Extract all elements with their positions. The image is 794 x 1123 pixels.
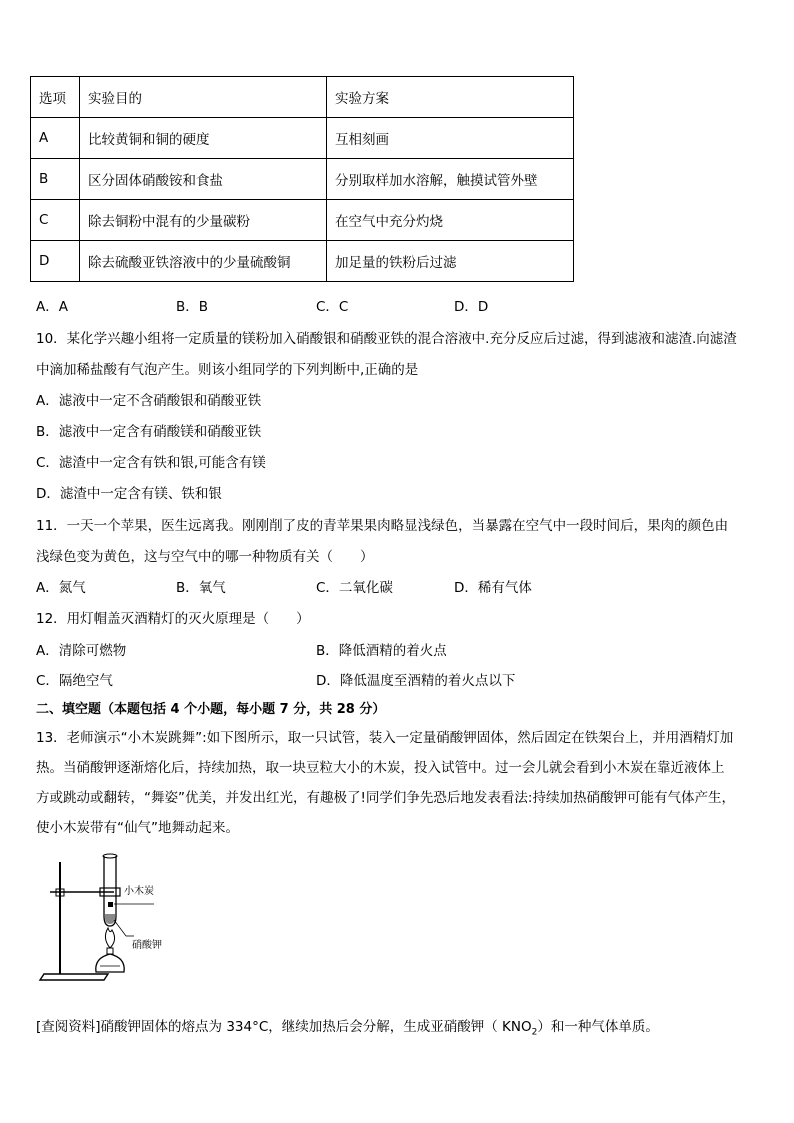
q12-option-a: A．清除可燃物 xyxy=(36,643,127,659)
table-cell: 加足量的铁粉后过滤 xyxy=(327,241,574,282)
table-cell: 互相刻画 xyxy=(327,118,574,159)
charcoal-piece xyxy=(108,902,113,907)
table-cell: D xyxy=(31,241,80,282)
q11-option-a: A．氮气 xyxy=(36,580,86,596)
table-header-cell: 实验方案 xyxy=(327,77,574,118)
flame xyxy=(105,928,114,948)
q10-stem-line2: 中滴加稀盐酸有气泡产生。则该小组同学的下列判断中,正确的是 xyxy=(36,362,419,378)
q13-line1: 13．老师演示“小木炭跳舞”:如下图所示，取一只试管，装入一定量硝酸钾固体，然后固定在铁架台上，并用酒精灯加 xyxy=(36,730,734,746)
q10-option-a: A．滤液中一定不含硝酸银和硝酸亚铁 xyxy=(36,393,262,409)
q9-option-a: A．A xyxy=(36,299,68,315)
table-cell: A xyxy=(31,118,80,159)
q13-line3: 方或跳动或翻转，“舞姿”优美，并发出红光，有趣极了!同学们争先恐后地发表看法:持续加热硝酸钾可能有气体产生， xyxy=(36,790,735,806)
table-header-cell: 选项 xyxy=(31,77,80,118)
label-charcoal: 小木炭 xyxy=(124,886,154,897)
table-cell: 除去铜粉中混有的少量碳粉 xyxy=(80,200,327,241)
apparatus-diagram xyxy=(36,852,186,987)
q10-option-d: D．滤渣中一定含有镁、铁和银 xyxy=(36,486,222,502)
q10-option-b: B．滤液中一定含有硝酸镁和硝酸亚铁 xyxy=(36,424,262,440)
q13-line4: 使小木炭带有“仙气”地舞动起来。 xyxy=(36,820,239,836)
table-row xyxy=(31,159,574,200)
stand-base xyxy=(40,974,108,980)
table-cell: B xyxy=(31,159,80,200)
alcohol-lamp xyxy=(96,954,124,972)
q12-stem: 12．用灯帽盖灭酒精灯的灭火原理是（ ） xyxy=(36,611,310,627)
table-cell: 比较黄铜和铜的硬度 xyxy=(80,118,327,159)
q11-option-c: C．二氧化碳 xyxy=(316,580,393,596)
table-cell: C xyxy=(31,200,80,241)
experiment-table xyxy=(30,76,574,282)
q10-option-c: C．滤渣中一定含有铁和银,可能含有镁 xyxy=(36,455,266,471)
q9-option-d: D．D xyxy=(454,299,489,315)
q12-option-d: D．降低温度至酒精的着火点以下 xyxy=(316,673,516,689)
table-row xyxy=(31,118,574,159)
reference-prefix: [查阅资料]硝酸钾固体的熔点为 334°C，继续加热后会分解，生成亚硝酸钾（ KNO xyxy=(36,1019,532,1035)
q13-line2: 热。当硝酸钾逐渐熔化后，持续加热，取一块豆粒大小的木炭，投入试管中。过一会儿就会看到小木炭在靠近液体上 xyxy=(36,760,725,776)
table-row xyxy=(31,241,574,282)
table-cell: 在空气中充分灼烧 xyxy=(327,200,574,241)
table-header-cell: 实验目的 xyxy=(80,77,327,118)
q11-stem-line2: 浅绿色变为黄色，这与空气中的哪一种物质有关（ ） xyxy=(36,549,374,565)
q11-option-b: B．氧气 xyxy=(176,580,226,596)
q11-stem-line1: 11．一天一个苹果，医生远离我。刚刚削了皮的青苹果果肉略显浅绿色，当暴露在空气中一段时间后，果肉的颜色由 xyxy=(36,518,729,534)
table-cell: 除去硫酸亚铁溶液中的少量硫酸铜 xyxy=(80,241,327,282)
table-row xyxy=(31,200,574,241)
reference-note xyxy=(36,1015,659,1038)
q12-option-c: C．隔绝空气 xyxy=(36,673,113,689)
reference-suffix: ）和一种气体单质。 xyxy=(537,1019,659,1035)
q10-stem-line1: 10．某化学兴趣小组将一定质量的镁粉加入硝酸银和硝酸亚铁的混合溶液中.充分反应后过滤，得到滤液和滤渣.向滤渣 xyxy=(36,331,737,347)
table-cell: 分别取样加水溶解，触摸试管外壁 xyxy=(327,159,574,200)
section-heading: 二、填空题（本题包括 4 个小题，每小题 7 分，共 28 分） xyxy=(36,702,386,717)
table-header-row xyxy=(31,77,574,118)
q9-option-b: B．B xyxy=(176,299,209,315)
label-potassium-nitrate: 硝酸钾 xyxy=(132,940,162,951)
table-cell: 区分固体硝酸铵和食盐 xyxy=(80,159,327,200)
q12-option-b: B．降低酒精的着火点 xyxy=(316,643,447,659)
liquid xyxy=(105,914,115,924)
q11-option-d: D．稀有气体 xyxy=(454,580,532,596)
reference-subscript: 2 xyxy=(531,1027,538,1038)
q9-option-c: C．C xyxy=(316,299,349,315)
apparatus-figure xyxy=(36,852,186,991)
